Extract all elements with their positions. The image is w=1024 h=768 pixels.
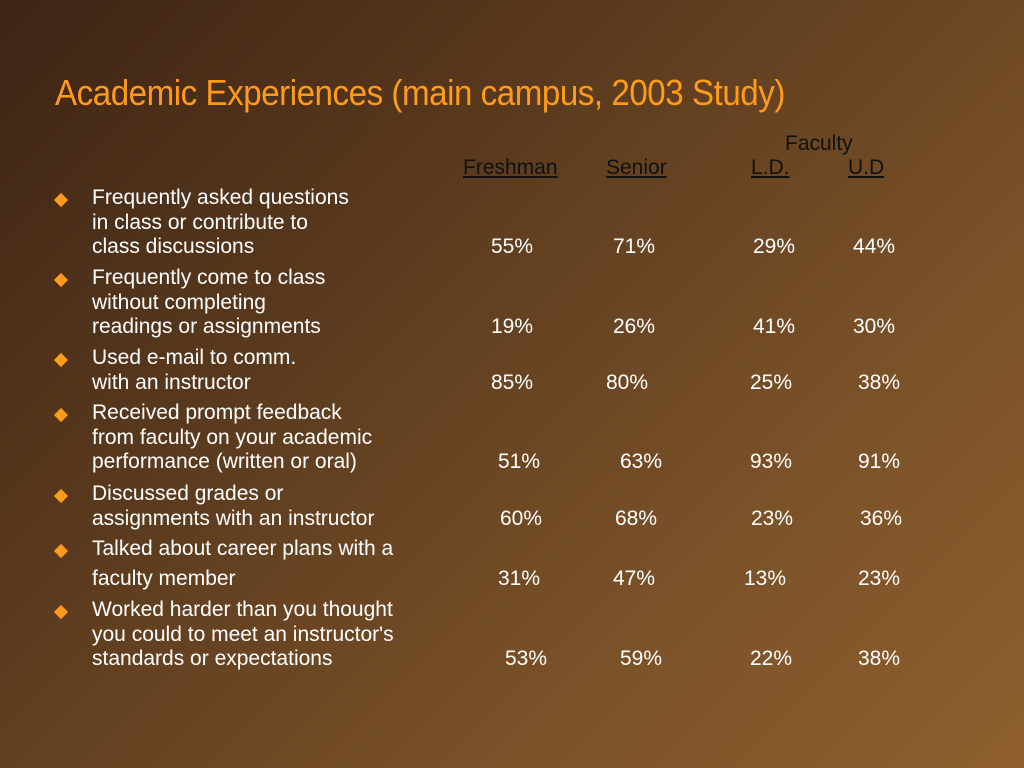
survey-item-line: without completing bbox=[92, 290, 266, 314]
value-freshman: 55% bbox=[491, 235, 534, 258]
column-group-faculty: Faculty bbox=[785, 132, 853, 155]
value-freshman: 31% bbox=[498, 567, 541, 590]
diamond-bullet-icon bbox=[54, 273, 68, 287]
column-header-freshman: Freshman bbox=[463, 156, 558, 179]
diamond-bullet-icon bbox=[54, 408, 68, 422]
survey-item-line: Received prompt feedback bbox=[92, 401, 342, 424]
value-freshman: 85% bbox=[491, 371, 534, 394]
survey-item-line: Used e-mail to comm. bbox=[92, 346, 297, 369]
survey-item-line: you could to meet an instructor's bbox=[92, 622, 394, 646]
diamond-bullet-icon bbox=[54, 353, 68, 367]
value-ud: 91% bbox=[858, 450, 901, 473]
survey-item-label bbox=[92, 598, 394, 672]
survey-item-line: Worked harder than you thought bbox=[92, 598, 393, 621]
value-ld: 41% bbox=[753, 315, 796, 338]
survey-item-label bbox=[92, 266, 325, 340]
value-ud: 38% bbox=[858, 371, 901, 394]
survey-item-line: standards or expectations bbox=[92, 647, 333, 670]
column-header-ud: U.D bbox=[848, 156, 885, 179]
value-senior: 71% bbox=[613, 235, 656, 258]
value-senior: 59% bbox=[620, 647, 663, 670]
survey-item-line: class discussions bbox=[92, 235, 255, 258]
value-ud: 23% bbox=[858, 567, 901, 590]
survey-item-line: with an instructor bbox=[92, 370, 251, 394]
value-ld: 29% bbox=[753, 235, 796, 258]
survey-item-label bbox=[92, 537, 393, 592]
survey-item-line: from faculty on your academic bbox=[92, 425, 373, 449]
survey-item-line: assignments with an instructor bbox=[92, 506, 375, 530]
value-senior: 47% bbox=[613, 567, 656, 590]
survey-item-line: faculty member bbox=[92, 567, 236, 590]
value-senior: 63% bbox=[620, 450, 663, 473]
value-ld: 93% bbox=[750, 450, 793, 473]
diamond-bullet-icon bbox=[54, 489, 68, 503]
survey-item-line: Discussed grades or bbox=[92, 482, 284, 505]
survey-item-label bbox=[92, 186, 349, 260]
value-freshman: 19% bbox=[491, 315, 534, 338]
value-ud: 36% bbox=[860, 507, 903, 530]
survey-item-label bbox=[92, 401, 372, 475]
survey-item-label bbox=[92, 346, 296, 395]
column-header-ld: L.D. bbox=[751, 156, 790, 179]
survey-item-line: Frequently come to class bbox=[92, 266, 326, 289]
survey-item-line: in class or contribute to bbox=[92, 210, 308, 234]
survey-item-line: readings or assignments bbox=[92, 315, 321, 338]
value-senior: 26% bbox=[613, 315, 656, 338]
value-freshman: 53% bbox=[505, 647, 548, 670]
value-ld: 22% bbox=[750, 647, 793, 670]
value-freshman: 51% bbox=[498, 450, 541, 473]
column-header-senior: Senior bbox=[606, 156, 667, 179]
value-ud: 44% bbox=[853, 235, 896, 258]
diamond-bullet-icon bbox=[54, 193, 68, 207]
value-ld: 25% bbox=[750, 371, 793, 394]
value-ud: 30% bbox=[853, 315, 896, 338]
survey-item-line: Frequently asked questions bbox=[92, 186, 349, 209]
diamond-bullet-icon bbox=[54, 544, 68, 558]
slide-title: Academic Experiences (main campus, 2003 Study) bbox=[55, 72, 785, 113]
value-senior: 80% bbox=[606, 371, 649, 394]
survey-item-line: Talked about career plans with a bbox=[92, 537, 394, 560]
value-freshman: 60% bbox=[500, 507, 543, 530]
value-ud: 38% bbox=[858, 647, 901, 670]
survey-item-line: performance (written or oral) bbox=[92, 450, 357, 473]
diamond-bullet-icon bbox=[54, 605, 68, 619]
value-ld: 13% bbox=[744, 567, 787, 590]
survey-item-label bbox=[92, 482, 374, 531]
value-ld: 23% bbox=[751, 507, 794, 530]
value-senior: 68% bbox=[615, 507, 658, 530]
